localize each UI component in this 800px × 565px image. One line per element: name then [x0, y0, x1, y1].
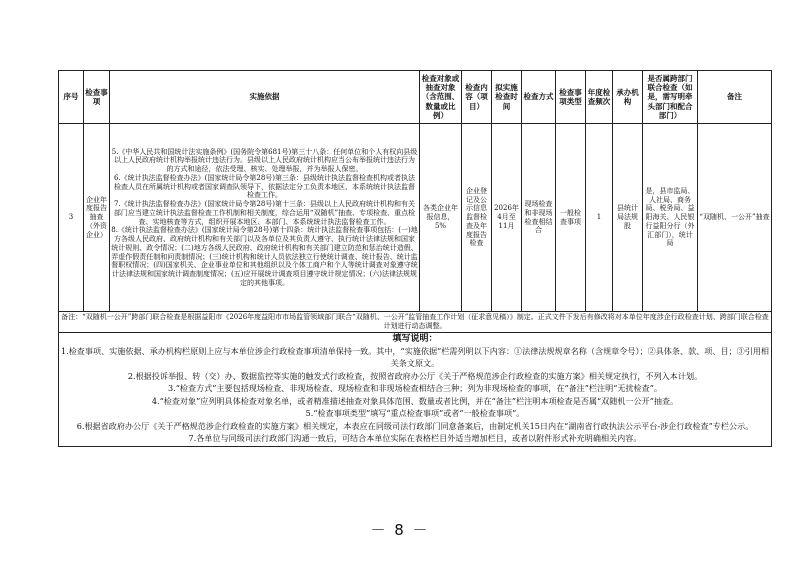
cell-time: 2026年4月至11月: [492, 124, 522, 312]
cell-agency: 县统计局法规股: [613, 124, 643, 312]
cell-item: 企业年度报告抽查（外资企业）: [84, 124, 110, 312]
header-frequency: 年度检查频次: [586, 71, 613, 124]
inspection-plan-table: [58, 70, 772, 447]
instructions-row: [59, 332, 772, 447]
table-note: 备注：“双随机一公开”跨部门联合检查是根据益阳市《2026年度益阳市市场监管领域部门联合“双随机、一公开”监管抽查工作计划（征求意见稿）》制定。正式文件下发后有修改将对本单位年度涉企行政检查计划、跨部门联合检查计划进行动态调整。: [59, 312, 772, 333]
cell-frequency: 1: [586, 124, 613, 312]
header-method: 检查方式: [522, 71, 556, 124]
header-target: 检查对象或抽查对象（含范围、数量或比例）: [420, 71, 462, 124]
table-row: [59, 124, 772, 312]
header-joint: 是否属跨部门联合检查（如是，需写明牵头部门和配合部门）: [643, 71, 698, 124]
basis-paragraph: 8.《统计执法监督检查办法》(国家统计局令第28号)第十四条：统计执法监督检查事项包括：(一)地方各级人民政府、政府统计机构和有关部门以及各单位及其负责人遵守、执行统计法律法规和国家统计规则、政令情况；(二)地方各级人民政府、政府统计机构和有关部门建立防范和惩治统计造假、弄虚作假责任制和问责制情况；(三)统计机构和统计人员依法独立行使统计调查、统计报告、统计监督职权情况；(四)国家机关、企业事业单位和其他组织以及个体工商户和个人等统计调查对象遵守统计法律法规和国家统计调查制度情况；(五)应开展统计调查项目遵守统计规定情况；(六)法律法规规定的其他事项。: [111, 226, 418, 287]
inspection-plan-sheet: [58, 70, 771, 447]
instructions-cell: [59, 332, 772, 447]
cell-remarks: “双随机、一公开”抽查: [698, 124, 772, 312]
page-number: － 8 －: [370, 521, 430, 539]
cell-method: 现场检查和非现场检查相结合: [522, 124, 556, 312]
instruction-item: 6.根据省政府办公厅《关于严格规范涉企行政检查的实施方案》相关规定，本表应在同级司法行政部门同意备案后，由制定机关15日内在“湖南省行政执法公示平台-涉企行政检查”专栏公示。: [76, 420, 754, 431]
instructions-title: 填写说明：: [392, 333, 438, 344]
header-row: [59, 71, 772, 124]
cell-target: 各类企业年报信息，5%: [420, 124, 462, 312]
note-row: [59, 312, 772, 333]
instruction-item: 3.“检查方式”主要包括现场检查、非现场检查、现场检查和非现场检查相结合三种；列为非现场检查的事项，在“备注”栏注明“无扰检查”。: [168, 383, 662, 394]
header-basis: 实施依据: [110, 71, 420, 124]
instruction-item: 2.根据投诉举报、转（交）办、数据监控等实施的触发式行政检查，按照省政府办公厅《关于严格规范涉企行政检查的实施方案》相关规定执行，不列入本计划。: [127, 370, 703, 381]
cell-joint: 是，县市监局、人社局、商务局、税务局、益阳海关、人民银行益阳分行（外汇部门），统计局: [643, 124, 698, 312]
cell-type: 一般检查事项: [556, 124, 586, 312]
instruction-item: 7.各单位与同级司法行政部门沟通一致后，可结合本单位实际在表格栏目外适当增加栏目，或者以附件形式补充明确相关内容。: [188, 433, 642, 444]
cell-content: 企业登记及公示信息监督检查及年度报告检查: [462, 124, 492, 312]
header-time: 拟实施检查时间: [492, 71, 522, 124]
header-seq: 序号: [59, 71, 84, 124]
instruction-item: 4.“检查对象”应列明具体检查对象名单，或者精准描述抽查对象具体范围、数量或者比例，并在“备注”栏注明本项检查是否属“双随机一公开”抽查。: [151, 395, 679, 406]
header-remarks: 备注: [698, 71, 772, 124]
basis-paragraph: 7.《统计执法监督检查办法》(国家统计局令第28号)第十三条：县级以上人民政府统计机构和有关部门应当建立统计执法监督检查工作机制和相关制度，综合运用“双随机”抽查、专项检查、重点检查、实地核查等方式，组织开展本地区、本部门、本系统统计执法监督检查工作。: [113, 200, 416, 226]
basis-paragraph: 5.《中华人民共和国统计法实施条例》(国务院令第681号)第三十八条：任何单位和个人有权向县级以上人民政府统计机构举报统计违法行为。县级以上人民政府统计机构应当公布举报统计违法行为的方式和途径，依法受理、核实、处理举报，并为举报人保密。: [111, 147, 418, 173]
header-agency: 承办机构: [613, 71, 643, 124]
instruction-item: 5.“检查事项类型”填写“重点检查事项”或者“一般检查事项”。: [305, 408, 525, 419]
header-type: 检查事项类型: [556, 71, 586, 124]
cell-seq: 3: [59, 124, 84, 312]
header-content: 检查内容（项目）: [462, 71, 492, 124]
basis-paragraph: 6.《统计执法监督检查办法》(国家统计局令第28号)第三条：县级统计执法监督检查机构或者执法检查人员在所属统计机构或者国家调查队领导下，依据法定分工负责本地区、本系统统计执法监督检查工作。: [113, 173, 416, 200]
instruction-item: 1.检查事项、实施依据、承办机构栏原则上应与本单位涉企行政检查事项清单保持一致。其中，“实施依据”栏需列明以下内容：①法律法规规章名称（含规章令号）；②具体条、款、项、目；③引用相关条文原文。: [60, 345, 770, 369]
cell-basis: [110, 124, 420, 312]
header-item: 检查事项: [84, 71, 110, 124]
